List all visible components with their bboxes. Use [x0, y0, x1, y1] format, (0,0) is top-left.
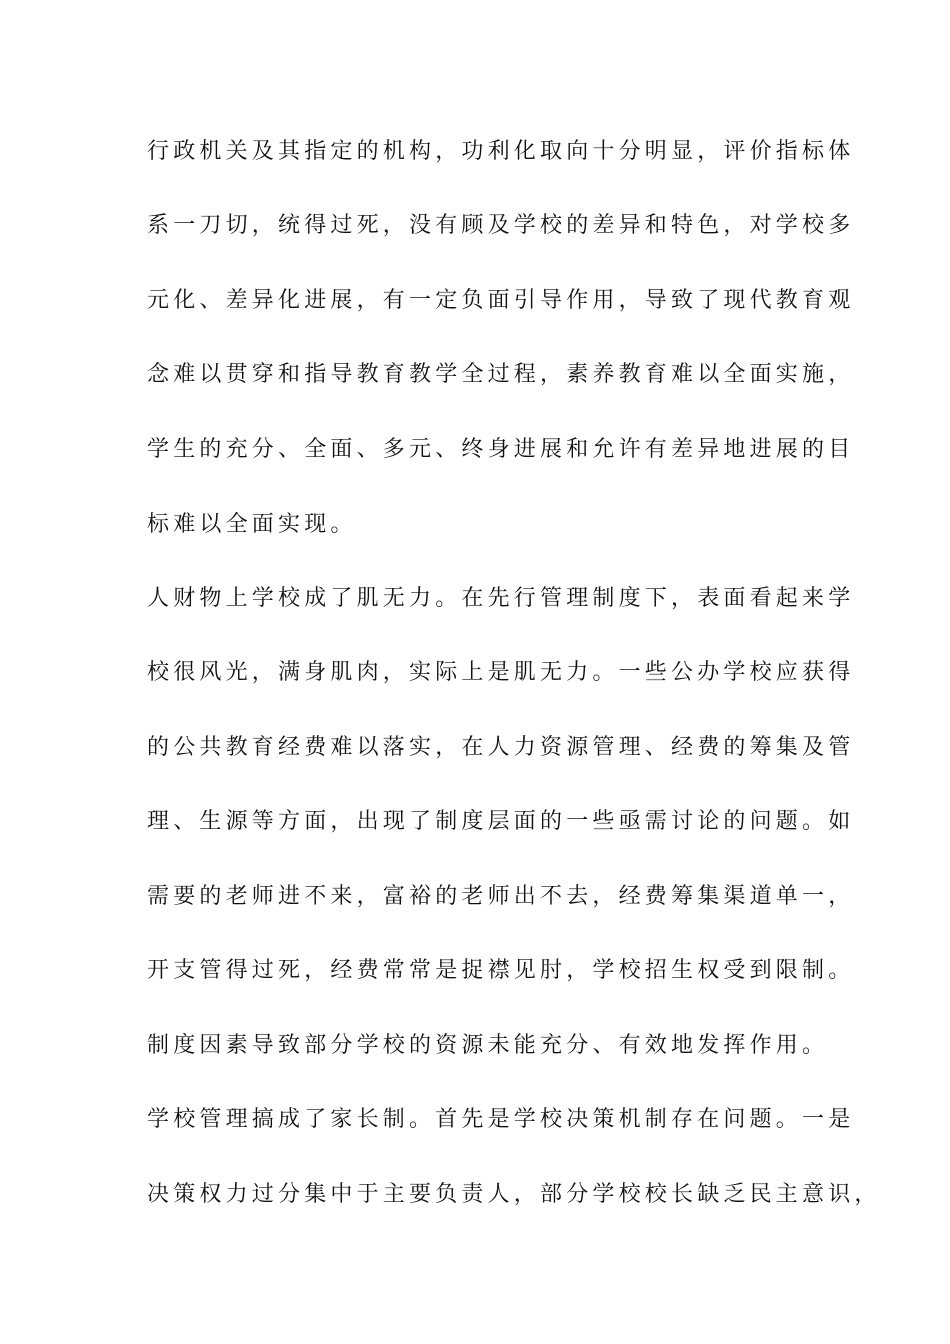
text-line: 系一刀切，统得过死，没有顾及学校的差异和特色，对学校多 — [147, 213, 855, 238]
text-line: 学校管理搞成了家长制。首先是学校决策机制存在问题。一是 — [147, 1107, 855, 1132]
text-line: 的公共教育经费难以落实，在人力资源管理、经费的筹集及管 — [147, 735, 855, 760]
text-line: 学生的充分、全面、多元、终身进展和允许有差异地进展的目 — [147, 437, 855, 462]
text-line: 需要的老师进不来，富裕的老师出不去，经费筹集渠道单一， — [147, 884, 855, 909]
text-line: 决策权力过分集中于主要负责人，部分学校校长缺乏民主意识， — [147, 1182, 881, 1207]
text-line: 元化、差异化进展，有一定负面引导作用，导致了现代教育观 — [147, 288, 855, 313]
text-line: 校很风光，满身肌肉，实际上是肌无力。一些公办学校应获得 — [147, 660, 855, 685]
text-line: 开支管得过死，经费常常是捉襟见肘，学校招生权受到限制。 — [147, 958, 855, 983]
text-line: 理、生源等方面，出现了制度层面的一些亟需讨论的问题。如 — [147, 809, 855, 834]
text-line: 念难以贯穿和指导教育教学全过程，素养教育难以全面实施， — [147, 362, 855, 387]
text-line: 人财物上学校成了肌无力。在先行管理制度下，表面看起来学 — [147, 586, 855, 611]
text-line: 标难以全面实现。 — [147, 512, 357, 537]
text-line: 行政机关及其指定的机构，功利化取向十分明显，评价指标体 — [147, 139, 855, 164]
text-line: 制度因素导致部分学校的资源未能充分、有效地发挥作用。 — [147, 1033, 829, 1058]
